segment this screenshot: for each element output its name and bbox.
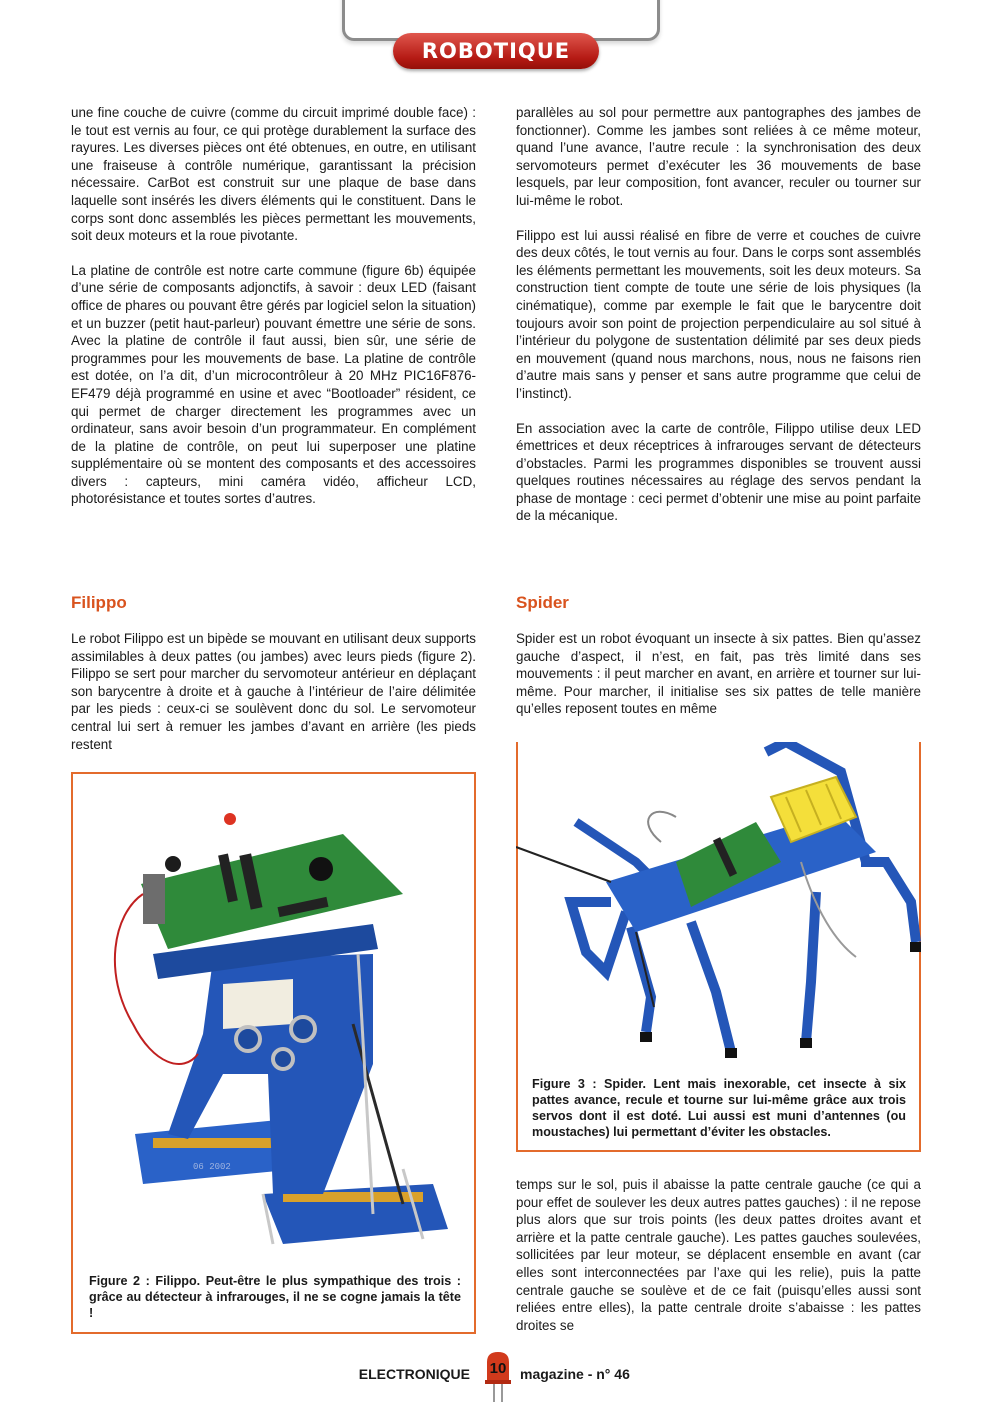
figure-2-caption: Figure 2 : Filippo. Peut-être le plus sympathique des trois : grâce au détecteur à infrarouges, il ne se cogne jamais la tête ! — [89, 1274, 461, 1320]
paragraph: Le robot Filippo est un bipède se mouvant en utilisant deux supports assimilables à deux pattes (ou jambes) avec leurs pieds (figure 2). Filippo se sert pour marcher du servomoteur antérieur en déplaçant son barycentre à droite et à gauche à l’intérieur de l’aire délimitée par les pieds : ceux-ci se soulèvent donc du sol. Le servomoteur central lui sert à remuer les jambes d’avant en arrière (les pieds restent — [71, 631, 476, 752]
board-marking: 06 2002 — [193, 1162, 231, 1172]
magazine-name-left: ELECTRONIQUE — [358, 1366, 470, 1382]
leg-foot — [725, 1048, 737, 1058]
left-foot-rail — [153, 1138, 288, 1148]
paragraph: La platine de contrôle est notre carte commune (figure 6b) équipée d’une série de composants adjonctifs, à savoir : deux LED (faisant office de phares ou pouvant être gérés par logiciel selon la situation) et un buzzer (petit haut-parleur) pouvant émettre une série de sons. Avec la platine de contrôle il faut aussi, bien sûr, une série de programmes pour les mouvements de base. La platine de contrôle est dotée, on l’a dit, d’un microcontrôleur à 20 MHz PIC16F876-EF479 déjà programmé en usine et avec “Bootloader” résident, ce qui permet de charger directement les programmes avec un ordinateur, sans avoir besoin d’un programmateur. En complément de la platine de contrôle, on peut lui superposer une platine supplémentaire où se montent des composants et des accessoires divers : capteurs, mini caméra vidéo, afficheur LCD, photorésistance et toutes sortes d’autres. — [71, 262, 476, 507]
paragraph: une fine couche de cuivre (comme du circuit imprimé double face) : le tout est vernis au four, ce qui protège durablement la surface des rayures. Les diverses pièces ont été obtenues, en outre, en utilisant une fraiseuse à contrôle numérique, garantissant la précision nécessaire. CarBot est construit sur une plaque de base dans laquelle sont insérés les divers éléments qui le constituent. Dans le corps sont donc assemblés les pièces permettant les mouvements, soit deux moteurs et la roue pivotante. — [71, 105, 476, 244]
paragraph: Filippo est lui aussi réalisé en fibre de verre et couches de cuivre des deux côtés, le tout vernis au four. Dans le corps sont assemblés les éléments permettant les mouvements, soit les deux moteurs. Sa construction tient compte de toute une série de lois physiques (la cinématique), comme par exemple le fait que le barycentre doit toujours avoir son point de projection perpendiculaire au sol situé à l’intérieur du polygone de sustentation délimité par ses deux pieds en mouvement (quand nous marchons, nous, nous ne faisons rien d’autre mais sans y penser et sans autre programme que celui de l’instinct). — [516, 227, 921, 401]
spider-heading: Spider — [516, 593, 569, 612]
right-column-intro — [516, 104, 921, 542]
spider-leg — [691, 922, 731, 1052]
filippo-heading: Filippo — [71, 593, 127, 612]
led-red — [224, 813, 236, 825]
led-page-icon — [482, 1352, 514, 1402]
servo-horn — [273, 1049, 293, 1069]
filippo-robot-image — [73, 774, 474, 1264]
leg-rod — [353, 1024, 403, 1204]
serial-connector — [143, 874, 165, 924]
servo-horn — [291, 1017, 315, 1041]
paragraph: temps sur le sol, puis il abaisse la patte centrale gauche (ce qui a pour effet de soulever les deux autres pattes gauches) : il ne repose plus alors que sur trois points (les deux pattes droites avant et arrière et la patte centrale gauche). Les pattes gauches soulevées, sollicitées par leur moteur, se déplacent ensemble en avant (car elles sont interconnectées par l’axe qui les relie), puis la patte centrale gauche se soulève et de ce fait (puisqu’elles aussi sont reliées entre elles), la patte centrale droite s’abaisse : les pattes droites se — [516, 1177, 921, 1333]
leg-foot — [910, 942, 921, 952]
section-tag: ROBOTIQUE — [393, 33, 599, 69]
spider-leg — [571, 902, 626, 972]
filippo-text-block — [71, 630, 476, 770]
capacitor — [165, 856, 181, 872]
wire — [648, 812, 676, 842]
antenna — [516, 847, 611, 882]
body-window — [223, 979, 293, 1029]
figure-2 — [71, 772, 476, 1334]
spider-robot-image — [516, 742, 921, 1072]
leg-foot — [800, 1038, 812, 1048]
buzzer — [309, 857, 333, 881]
spider-leg — [861, 862, 916, 942]
paragraph: En association avec la carte de contrôle, Filippo utilise deux LED émettrices et deux réceptrices à infrarouges servant de détecteurs d’obstacles. Parmi les programmes disponibles se trouvent aussi quelques routines nécessaires au réglage des servos pendant la phase de montage : ceci permet d’obtenir une mise au point parfaite de la mécanique. — [516, 420, 921, 524]
spider-text-continued — [516, 1176, 921, 1351]
page-footer — [0, 1360, 992, 1402]
leg-foot — [640, 1032, 652, 1042]
magazine-name-right: magazine - n° 46 — [520, 1366, 630, 1382]
left-column-intro — [71, 104, 476, 525]
figure-3-caption: Figure 3 : Spider. Lent mais inexorable, cet insecte à six pattes avance, recule et tourne sur lui-même grâce aux trois servos dont il est doté. Lui aussi est muni d’antennes (ou moustaches) lui permettant d’éviter les obstacles. — [532, 1077, 906, 1139]
spider-leg — [806, 892, 816, 1042]
led-rim — [485, 1380, 511, 1384]
page-number: 10 — [489, 1360, 507, 1377]
servo-horn — [236, 1027, 260, 1051]
paragraph: parallèles au sol pour permettre aux pantographes des jambes de fonctionner). Comme les jambes sont reliées à ce même moteur, quand l’une avance, l’autre recule : la synchronisation des deux servomoteurs permet d’exécuter les 36 mouvements de base lesquels, par leur composition, font avancer, reculer ou tourner sur lui-même le robot. — [516, 105, 921, 208]
figure-3 — [516, 742, 921, 1152]
spider-text-block — [516, 630, 921, 735]
paragraph: Spider est un robot évoquant un insecte à six pattes. Bien qu’assez gauche d’aspect, il n’est, en fait, pas très limité dans ses mouvements : il peut marcher en avant, en arrière et tourner sur lui-même. Pour marcher, il initialise ses six pattes de telle manière qu’elles reposent toutes en même — [516, 631, 921, 717]
